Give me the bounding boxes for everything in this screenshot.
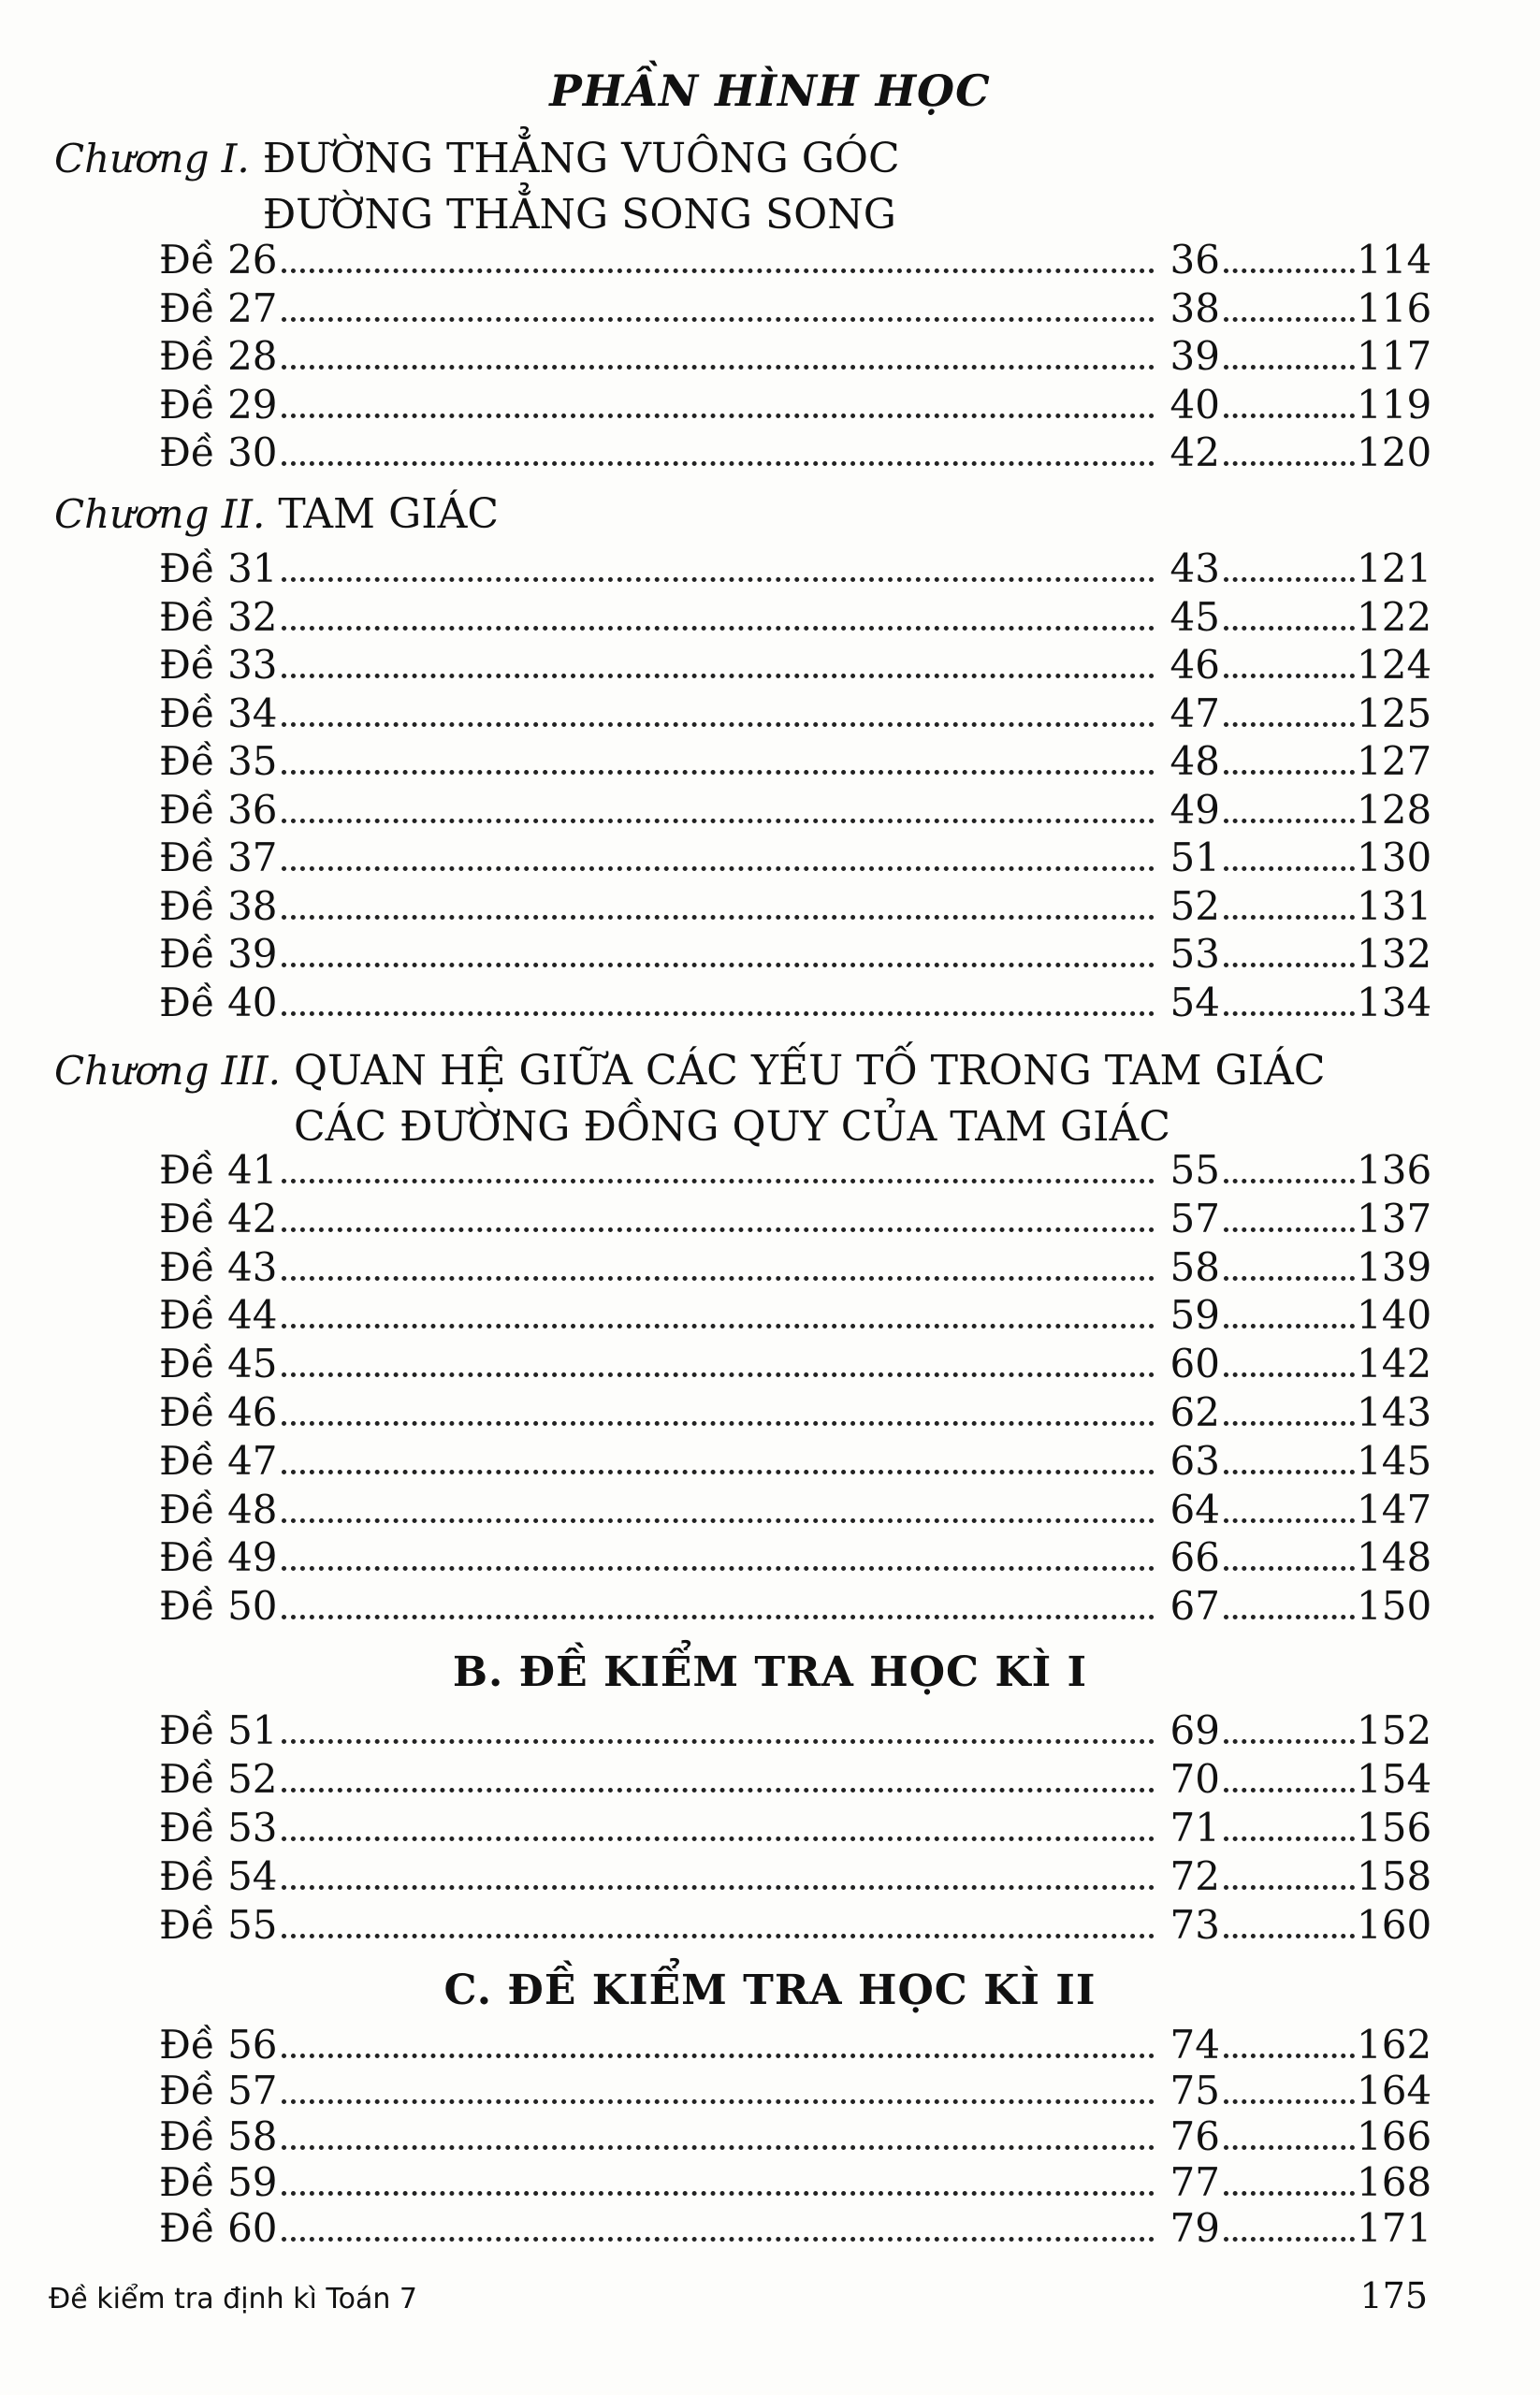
entry-answer-page: 164 xyxy=(1357,2068,1432,2113)
dot-leader xyxy=(1224,1566,1355,1571)
dot-leader xyxy=(282,1615,1155,1619)
entry-question-page: 45 xyxy=(1170,593,1220,640)
entry-answer-page: 140 xyxy=(1357,1292,1432,1339)
chapter-label: Chương III. xyxy=(54,1048,281,1094)
entry-label: Đề 33 xyxy=(159,642,278,688)
entry-answer-page: 116 xyxy=(1357,284,1432,331)
entry-question-page: 43 xyxy=(1170,545,1220,591)
toc-entry xyxy=(159,1388,1431,1437)
entry-answer-page: 145 xyxy=(1357,1437,1432,1484)
entry-question-page: 48 xyxy=(1170,738,1220,784)
entry-label: Đề 59 xyxy=(159,2159,278,2205)
entry-question-page: 53 xyxy=(1170,931,1220,977)
entry-answer-page: 154 xyxy=(1357,1756,1432,1802)
toc-entry xyxy=(159,284,1431,333)
toc-entry xyxy=(159,332,1431,381)
entry-label: Đề 27 xyxy=(159,284,278,331)
dot-leader xyxy=(1224,963,1355,967)
dot-leader xyxy=(282,1421,1155,1426)
dot-leader xyxy=(282,461,1155,466)
entry-answer-page: 166 xyxy=(1357,2113,1432,2159)
entry-question-page: 39 xyxy=(1170,333,1220,379)
entry-question-page: 67 xyxy=(1170,1583,1220,1630)
chapter-1-heading xyxy=(54,131,1458,243)
entry-question-page: 49 xyxy=(1170,786,1220,833)
dot-leader xyxy=(282,1011,1155,1016)
section-c-title: C. ĐỀ KIỂM TRA HỌC KÌ II xyxy=(443,1967,1097,2014)
entry-answer-page: 136 xyxy=(1357,1147,1432,1193)
dot-leader xyxy=(1224,1372,1355,1377)
entry-answer-page: 139 xyxy=(1357,1243,1432,1290)
entry-label: Đề 42 xyxy=(159,1195,278,1241)
dot-leader xyxy=(282,626,1155,631)
entry-label: Đề 57 xyxy=(159,2068,278,2113)
dot-leader xyxy=(1224,722,1355,727)
toc-entry xyxy=(159,737,1431,786)
entry-question-page: 62 xyxy=(1170,1389,1220,1435)
entry-answer-page: 142 xyxy=(1357,1341,1432,1387)
dot-leader xyxy=(282,2054,1155,2058)
dot-leader xyxy=(1224,2054,1355,2058)
dot-leader xyxy=(282,1372,1155,1377)
toc-entry xyxy=(159,428,1431,477)
entry-answer-page: 130 xyxy=(1357,835,1432,880)
entry-label: Đề 31 xyxy=(159,545,278,591)
chapter-2-heading xyxy=(54,486,1458,543)
entry-answer-page: 147 xyxy=(1357,1486,1432,1532)
entry-answer-page: 127 xyxy=(1357,738,1432,784)
toc-entry xyxy=(159,1901,1431,1950)
dot-leader xyxy=(1224,317,1355,322)
entry-label: Đề 47 xyxy=(159,1437,278,1484)
entry-answer-page: 119 xyxy=(1357,381,1432,428)
entry-label: Đề 54 xyxy=(159,1853,278,1899)
dot-leader xyxy=(1224,1179,1355,1183)
chapter-title xyxy=(294,1043,1326,1155)
entry-question-page: 70 xyxy=(1170,1756,1220,1802)
entry-question-page: 40 xyxy=(1170,381,1220,428)
dot-leader xyxy=(1224,1885,1355,1890)
entry-label: Đề 46 xyxy=(159,1389,278,1435)
entry-label: Đề 48 xyxy=(159,1486,278,1532)
toc-entry xyxy=(159,1291,1431,1340)
dot-leader xyxy=(1224,1227,1355,1232)
entry-answer-page: 125 xyxy=(1357,689,1432,736)
toc-entry xyxy=(159,593,1431,642)
toc-entry xyxy=(159,882,1431,931)
dot-leader xyxy=(282,2099,1155,2104)
entry-question-page: 47 xyxy=(1170,689,1220,736)
entry-question-page: 51 xyxy=(1170,835,1220,880)
entry-label: Đề 50 xyxy=(159,1583,278,1630)
dot-leader xyxy=(1224,269,1355,273)
dot-leader xyxy=(1224,915,1355,920)
dot-leader xyxy=(1224,1421,1355,1426)
entry-question-page: 71 xyxy=(1170,1805,1220,1851)
entry-question-page: 55 xyxy=(1170,1147,1220,1193)
toc-entry xyxy=(159,2158,1431,2207)
entry-question-page: 59 xyxy=(1170,1292,1220,1339)
entry-answer-page: 158 xyxy=(1357,1853,1432,1899)
dot-leader xyxy=(1224,2191,1355,2196)
entry-label: Đề 56 xyxy=(159,2022,278,2068)
toc-entry xyxy=(159,2112,1431,2161)
dot-leader xyxy=(1224,2145,1355,2150)
entry-label: Đề 55 xyxy=(159,1902,278,1948)
part-title: PHẦN HÌNH HỌC xyxy=(549,65,991,116)
entry-question-page: 77 xyxy=(1170,2159,1220,2205)
toc-entry xyxy=(159,1533,1431,1582)
dot-leader xyxy=(282,1227,1155,1232)
chapter-title-line: CÁC ĐƯỜNG ĐỒNG QUY CỦA TAM GIÁC xyxy=(293,1103,1170,1151)
dot-leader xyxy=(282,1885,1155,1890)
toc-entry xyxy=(159,2204,1431,2253)
entry-answer-page: 156 xyxy=(1357,1805,1432,1851)
entry-label: Đề 36 xyxy=(159,786,278,833)
entry-label: Đề 60 xyxy=(159,2205,278,2251)
entry-answer-page: 134 xyxy=(1357,979,1432,1025)
entry-answer-page: 128 xyxy=(1357,786,1432,833)
entry-question-page: 57 xyxy=(1170,1195,1220,1241)
toc-entry xyxy=(159,689,1431,738)
entry-label: Đề 38 xyxy=(159,882,278,929)
entry-answer-page: 124 xyxy=(1357,642,1432,688)
entry-label: Đề 43 xyxy=(159,1243,278,1290)
toc-entry xyxy=(159,930,1431,979)
dot-leader xyxy=(1224,2099,1355,2104)
entry-label: Đề 58 xyxy=(159,2113,278,2159)
section-b-title: B. ĐỀ KIỂM TRA HỌC KÌ I xyxy=(452,1648,1088,1696)
entry-label: Đề 39 xyxy=(159,931,278,977)
entry-label: Đề 34 xyxy=(159,689,278,736)
entry-answer-page: 120 xyxy=(1357,429,1432,475)
dot-leader xyxy=(1224,1739,1355,1744)
dot-leader xyxy=(1224,365,1355,370)
dot-leader xyxy=(282,722,1155,727)
entry-label: Đề 28 xyxy=(159,333,278,379)
entry-answer-page: 132 xyxy=(1357,931,1432,977)
dot-leader xyxy=(1224,1934,1355,1938)
dot-leader xyxy=(282,269,1155,273)
dot-leader xyxy=(282,2191,1155,2196)
entry-question-page: 38 xyxy=(1170,284,1220,331)
dot-leader xyxy=(282,365,1155,370)
entry-label: Đề 52 xyxy=(159,1756,278,1802)
entry-label: Đề 49 xyxy=(159,1534,278,1581)
dot-leader xyxy=(282,674,1155,678)
dot-leader xyxy=(282,963,1155,967)
dot-leader xyxy=(1224,414,1355,418)
entry-question-page: 69 xyxy=(1170,1707,1220,1753)
toc-entry xyxy=(159,1852,1431,1901)
toc-entry xyxy=(159,381,1431,429)
dot-leader xyxy=(1224,1324,1355,1328)
footer-book-title: Đề kiểm tra định kì Toán 7 xyxy=(49,2283,417,2315)
entry-label: Đề 53 xyxy=(159,1805,278,1851)
entry-answer-page: 122 xyxy=(1357,593,1432,640)
entry-label: Đề 35 xyxy=(159,738,278,784)
toc-entry xyxy=(159,1340,1431,1388)
dot-leader xyxy=(1224,1518,1355,1523)
toc-entry xyxy=(159,1146,1431,1195)
dot-leader xyxy=(1224,674,1355,678)
dot-leader xyxy=(282,1836,1155,1841)
dot-leader xyxy=(282,1518,1155,1523)
entry-label: Đề 29 xyxy=(159,381,278,428)
entry-label: Đề 40 xyxy=(159,979,278,1025)
entry-label: Đề 26 xyxy=(159,237,278,283)
toc-entry xyxy=(159,1195,1431,1243)
toc-entry xyxy=(159,1755,1431,1804)
toc-entry xyxy=(159,979,1431,1027)
dot-leader xyxy=(1224,770,1355,775)
entry-answer-page: 168 xyxy=(1357,2159,1432,2205)
toc-entry xyxy=(159,236,1431,284)
dot-leader xyxy=(282,866,1155,871)
entry-label: Đề 41 xyxy=(159,1147,278,1193)
entry-answer-page: 117 xyxy=(1357,333,1432,379)
entry-answer-page: 148 xyxy=(1357,1534,1432,1581)
entry-question-page: 66 xyxy=(1170,1534,1220,1581)
dot-leader xyxy=(282,1324,1155,1328)
entry-question-page: 52 xyxy=(1170,882,1220,929)
dot-leader xyxy=(282,2145,1155,2150)
chapter-3-heading xyxy=(54,1043,1458,1155)
chapter-label: Chương II. xyxy=(54,491,266,537)
dot-leader xyxy=(1224,1836,1355,1841)
dot-leader xyxy=(1224,819,1355,823)
chapter-label: Chương I. xyxy=(54,136,250,181)
dot-leader xyxy=(1224,1615,1355,1619)
chapter-title-line: ĐƯỜNG THẲNG SONG SONG xyxy=(262,191,896,239)
entry-label: Đề 37 xyxy=(159,835,278,880)
toc-entry xyxy=(159,2067,1431,2115)
dot-leader xyxy=(282,1276,1155,1281)
entry-question-page: 36 xyxy=(1170,237,1220,283)
dot-leader xyxy=(282,1470,1155,1474)
dot-leader xyxy=(282,1788,1155,1793)
dot-leader xyxy=(1224,866,1355,871)
chapter-title-line: ĐƯỜNG THẲNG VUÔNG GÓC xyxy=(262,135,900,182)
dot-leader xyxy=(1224,2237,1355,2242)
entry-question-page: 54 xyxy=(1170,979,1220,1025)
dot-leader xyxy=(1224,577,1355,582)
entry-answer-page: 160 xyxy=(1357,1902,1432,1948)
dot-leader xyxy=(1224,1276,1355,1281)
toc-entry xyxy=(159,1243,1431,1292)
entry-question-page: 63 xyxy=(1170,1437,1220,1484)
entry-answer-page: 171 xyxy=(1357,2205,1432,2251)
entry-label: Đề 45 xyxy=(159,1341,278,1387)
entry-question-page: 79 xyxy=(1170,2205,1220,2251)
toc-entry xyxy=(159,1437,1431,1486)
dot-leader xyxy=(282,317,1155,322)
entry-answer-page: 114 xyxy=(1357,237,1432,283)
entry-question-page: 75 xyxy=(1170,2068,1220,2113)
entry-label: Đề 32 xyxy=(159,593,278,640)
dot-leader xyxy=(282,1739,1155,1744)
entry-question-page: 76 xyxy=(1170,2113,1220,2159)
toc-entry xyxy=(159,1582,1431,1631)
chapter-title xyxy=(278,486,499,543)
dot-leader xyxy=(1224,1788,1355,1793)
entry-answer-page: 131 xyxy=(1357,882,1432,929)
toc-entry xyxy=(159,1486,1431,1534)
dot-leader xyxy=(282,915,1155,920)
dot-leader xyxy=(282,577,1155,582)
toc-entry xyxy=(159,2021,1431,2069)
entry-answer-page: 121 xyxy=(1357,545,1432,591)
toc-entry xyxy=(159,786,1431,835)
entry-question-page: 46 xyxy=(1170,642,1220,688)
entry-question-page: 60 xyxy=(1170,1341,1220,1387)
toc-entry xyxy=(159,1804,1431,1852)
toc-entry xyxy=(159,834,1431,882)
chapter-title-line: TAM GIÁC xyxy=(278,490,500,538)
dot-leader xyxy=(1224,1470,1355,1474)
entry-question-page: 73 xyxy=(1170,1902,1220,1948)
entry-question-page: 42 xyxy=(1170,429,1220,475)
dot-leader xyxy=(282,1179,1155,1183)
entry-question-page: 58 xyxy=(1170,1243,1220,1290)
dot-leader xyxy=(282,1934,1155,1938)
chapter-title xyxy=(263,131,900,243)
entry-question-page: 72 xyxy=(1170,1853,1220,1899)
entry-answer-page: 143 xyxy=(1357,1389,1432,1435)
entry-question-page: 64 xyxy=(1170,1486,1220,1532)
entry-answer-page: 150 xyxy=(1357,1583,1432,1630)
toc-entry xyxy=(159,641,1431,689)
entry-answer-page: 152 xyxy=(1357,1707,1432,1753)
footer-page-number: 175 xyxy=(1359,2275,1428,2316)
entry-label: Đề 51 xyxy=(159,1707,278,1753)
dot-leader xyxy=(282,414,1155,418)
entry-answer-page: 162 xyxy=(1357,2022,1432,2068)
dot-leader xyxy=(1224,1011,1355,1016)
entry-label: Đề 30 xyxy=(159,429,278,475)
dot-leader xyxy=(282,2237,1155,2242)
toc-entry xyxy=(159,1706,1431,1755)
entry-answer-page: 137 xyxy=(1357,1195,1432,1241)
dot-leader xyxy=(282,770,1155,775)
dot-leader xyxy=(1224,626,1355,631)
entry-label: Đề 44 xyxy=(159,1292,278,1339)
dot-leader xyxy=(1224,461,1355,466)
dot-leader xyxy=(282,1566,1155,1571)
toc-entry xyxy=(159,544,1431,593)
chapter-title-line: QUAN HỆ GIỮA CÁC YẾU TỐ TRONG TAM GIÁC xyxy=(293,1047,1326,1095)
entry-question-page: 74 xyxy=(1170,2022,1220,2068)
dot-leader xyxy=(282,819,1155,823)
